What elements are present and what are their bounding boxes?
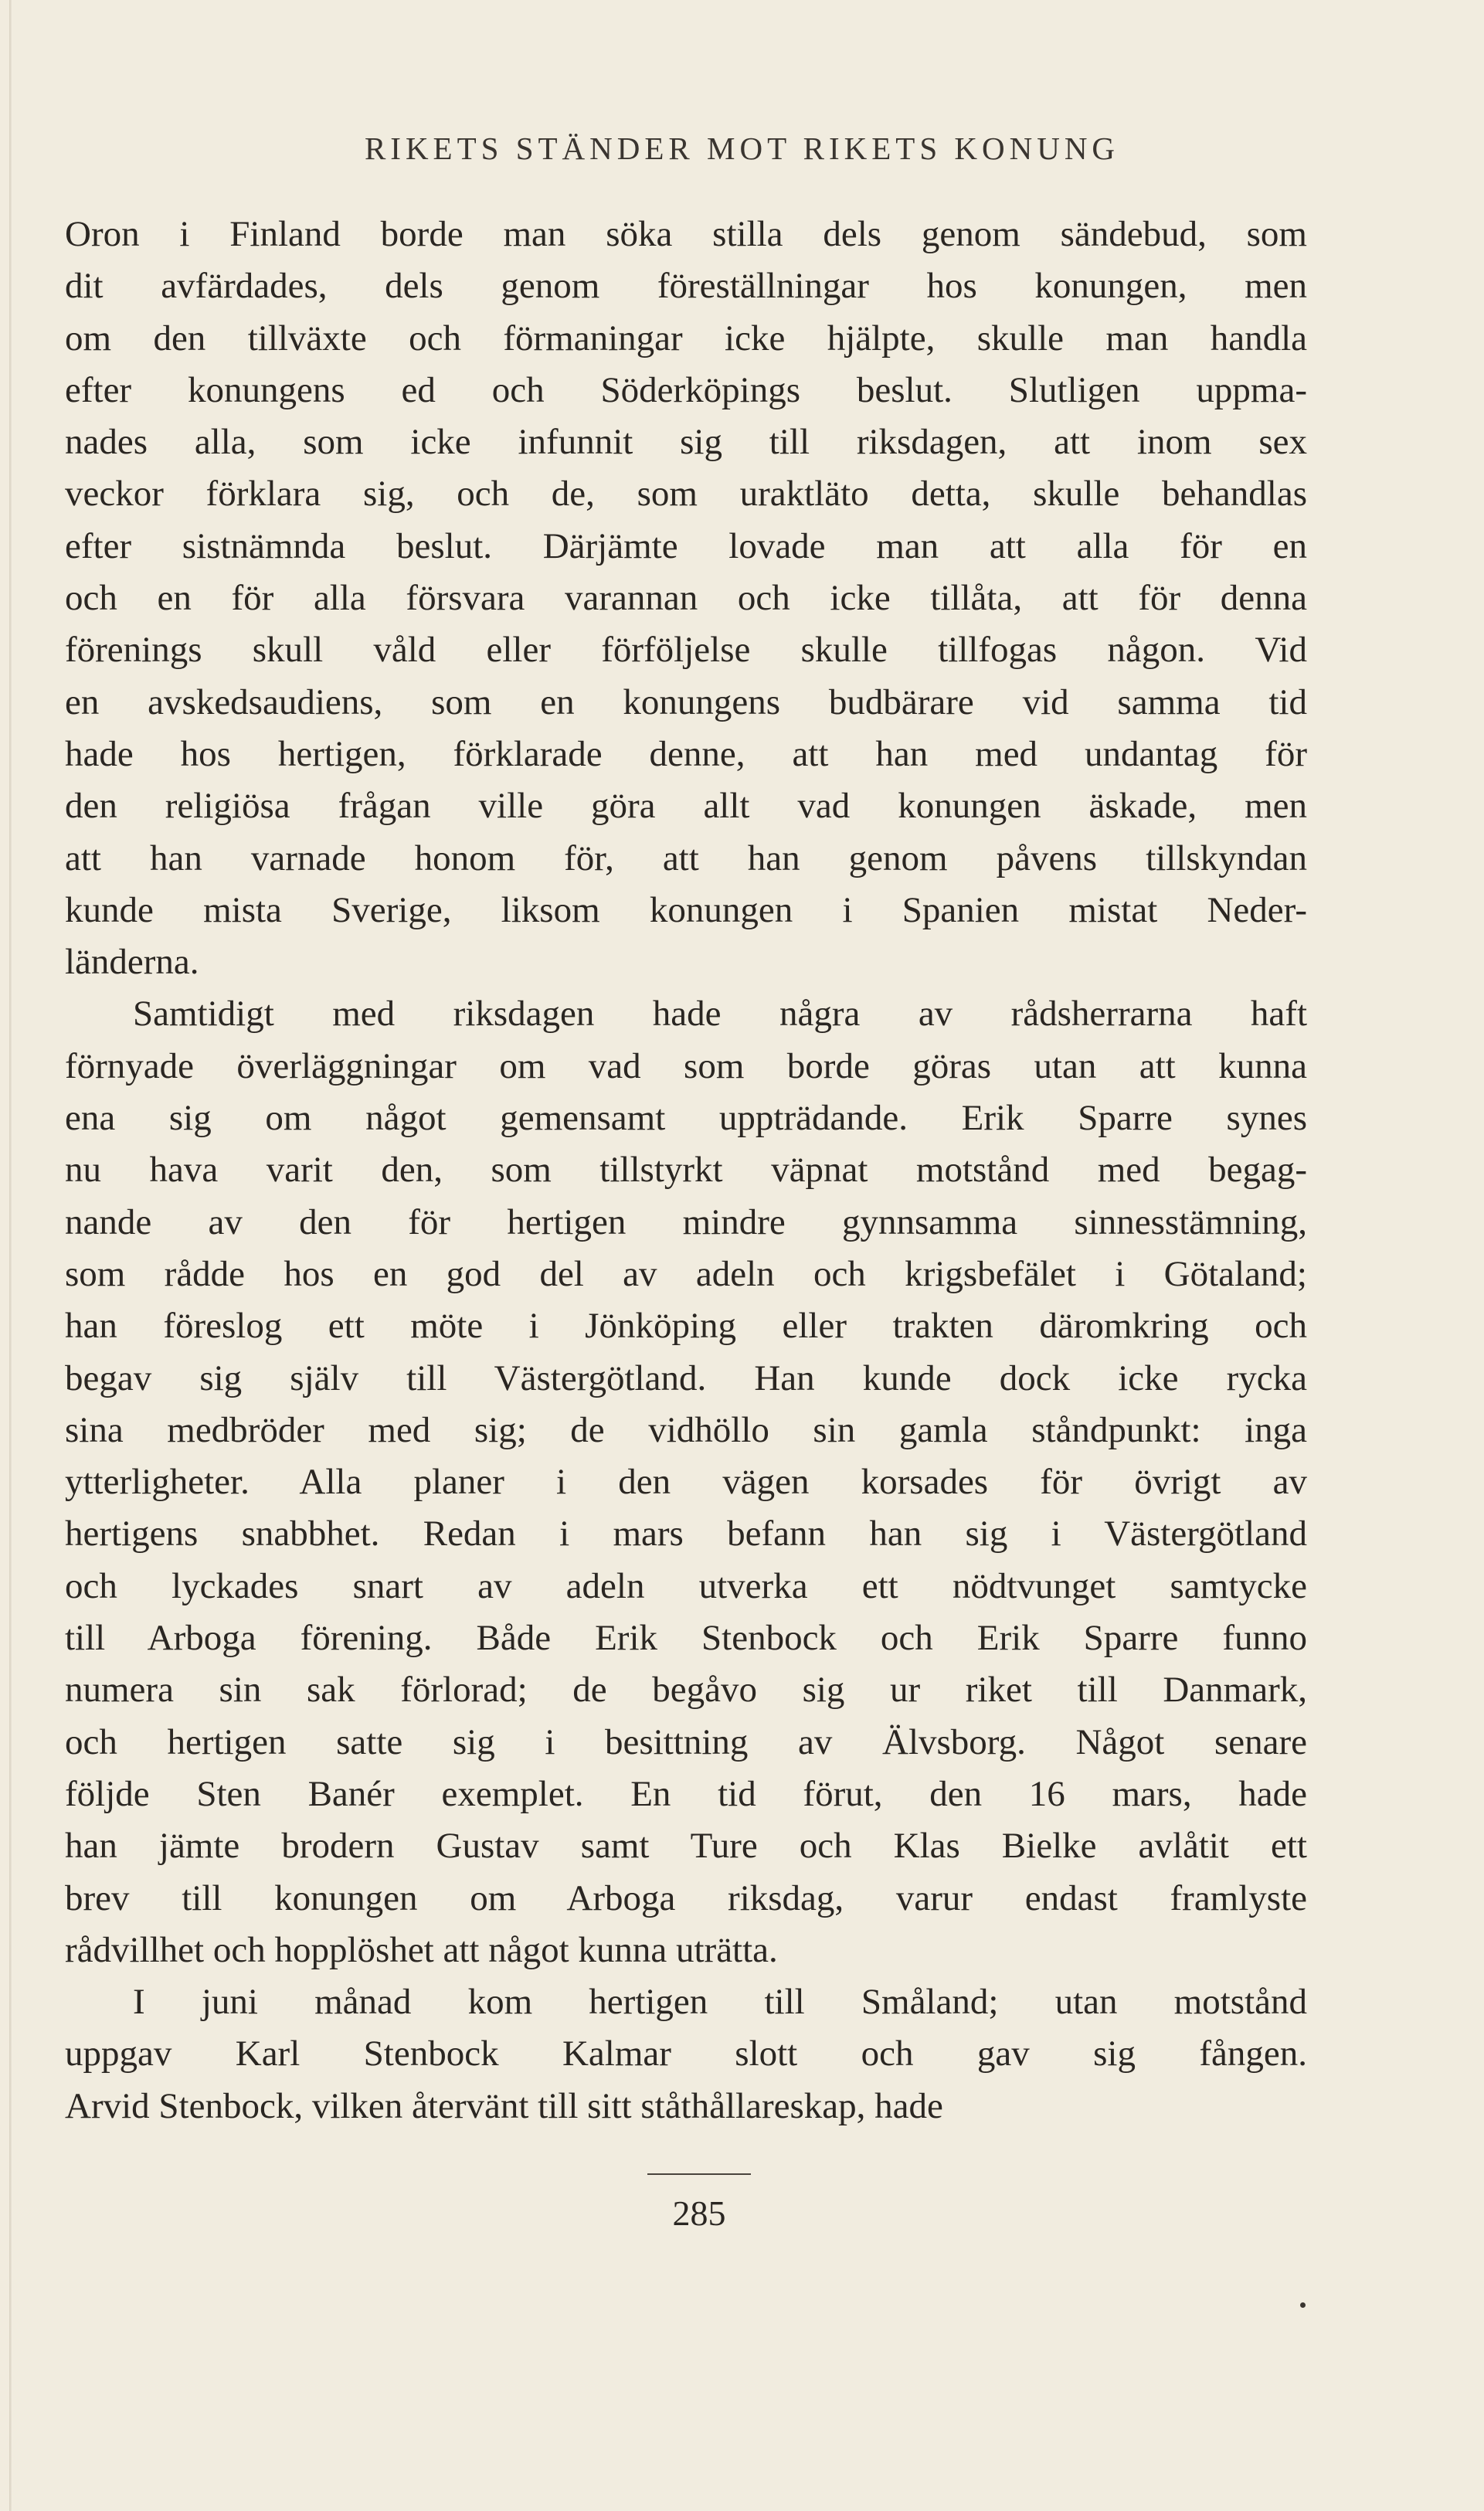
text-line: han föreslog ett möte i Jönköping eller trakten däromkring och (65, 1306, 1307, 1347)
text-line: nande av den för hertigen mindre gynnsamma sinnesstämning, (65, 1201, 1307, 1242)
running-title: RIKETS STÄNDER MOT RIKETS KONUNG (364, 131, 1120, 166)
paragraph (65, 988, 1307, 1976)
text-line: till Arboga förening. Både Erik Stenbock och Erik Sparre funno (65, 1618, 1307, 1659)
text-line: ena sig om något gemensamt uppträdande. Erik Sparre synes (65, 1098, 1307, 1139)
text-line: ytterligheter. Alla planer i den vägen korsades för övrigt av (65, 1462, 1307, 1503)
text-line: Oron i Finland borde man söka stilla dels genom sändebud, som (65, 214, 1307, 254)
paragraph (65, 209, 1307, 988)
text-line: I juni månad kom hertigen till Småland; utan motstånd (133, 1982, 1307, 2023)
text-line: och en för alla försvara varannan och icke tillåta, att för denna (65, 578, 1307, 619)
paragraph (65, 1976, 1307, 2132)
text-line: att han varnade honom för, att han genom påvens tillskyndan (65, 838, 1307, 878)
text-line: dit avfärdades, dels genom föreställningar hos konungen, men (65, 266, 1307, 307)
text-line: hertigens snabbhet. Redan i mars befann han sig i Västergötland (65, 1514, 1307, 1555)
text-line: hade hos hertigen, förklarade denne, att han med undantag för (65, 733, 1307, 774)
text-line: sina medbröder med sig; de vidhöllo sin gamla ståndpunkt: inga (65, 1409, 1307, 1450)
text-line: brev till konungen om Arboga riksdag, varur endast framlyste (65, 1877, 1307, 1918)
body-text (65, 209, 1307, 2132)
text-line: som rådde hos en god del av adeln och krigsbefälet i Götaland; (65, 1253, 1307, 1294)
text-line: den religiösa frågan ville göra allt vad konungen äskade, men (65, 786, 1307, 827)
footer-rule (647, 2173, 751, 2175)
page-edge (9, 0, 12, 2511)
text-line: veckor förklara sig, och de, som uraktläto detta, skulle behandlas (65, 474, 1307, 515)
text-line: förnyade överläggningar om vad som borde göras utan att kunna (65, 1045, 1307, 1086)
text-line: numera sin sak förlorad; de begåvo sig ur riket till Danmark, (65, 1670, 1307, 1711)
text-line: nu hava varit den, som tillstyrkt väpnat motstånd med begag- (65, 1150, 1307, 1191)
print-speck (1300, 2302, 1306, 2308)
text-line: uppgav Karl Stenbock Kalmar slott och gav sig fången. (65, 2034, 1307, 2074)
text-line: följde Sten Banér exemplet. En tid förut, den 16 mars, hade (65, 1773, 1307, 1814)
text-line: Samtidigt med riksdagen hade några av rådsherrarna haft (133, 994, 1307, 1035)
text-line: nades alla, som icke infunnit sig till riksdagen, att inom sex (65, 422, 1307, 463)
text-line: Arvid Stenbock, vilken återvänt till sitt ståthållareskap, hade (65, 2085, 943, 2126)
text-line: rådvillhet och hopplöshet att något kunna uträtta. (65, 1929, 778, 1970)
text-line: kunde mista Sverige, liksom konungen i Spanien mistat Neder- (65, 889, 1307, 930)
text-line: och lyckades snart av adeln utverka ett nödtvunget samtycke (65, 1565, 1307, 1606)
text-line: efter sistnämnda beslut. Därjämte lovade man att alla för en (65, 525, 1307, 566)
text-line: och hertigen satte sig i besittning av Älvsborg. Något senare (65, 1721, 1307, 1762)
text-line: en avskedsaudiens, som en konungens budbärare vid samma tid (65, 681, 1307, 722)
text-line: han jämte brodern Gustav samt Ture och Klas Bielke avlåtit ett (65, 1826, 1307, 1867)
page-number: 285 (672, 2193, 726, 2233)
text-line: begav sig själv till Västergötland. Han kunde dock icke rycka (65, 1357, 1307, 1398)
text-line: länderna. (65, 942, 199, 983)
text-line: förenings skull våld eller förföljelse skulle tillfogas någon. Vid (65, 630, 1307, 671)
text-line: om den tillväxte och förmaningar icke hjälpte, skulle man handla (65, 318, 1307, 358)
text-line: efter konungens ed och Söderköpings beslut. Slutligen uppma- (65, 369, 1307, 410)
